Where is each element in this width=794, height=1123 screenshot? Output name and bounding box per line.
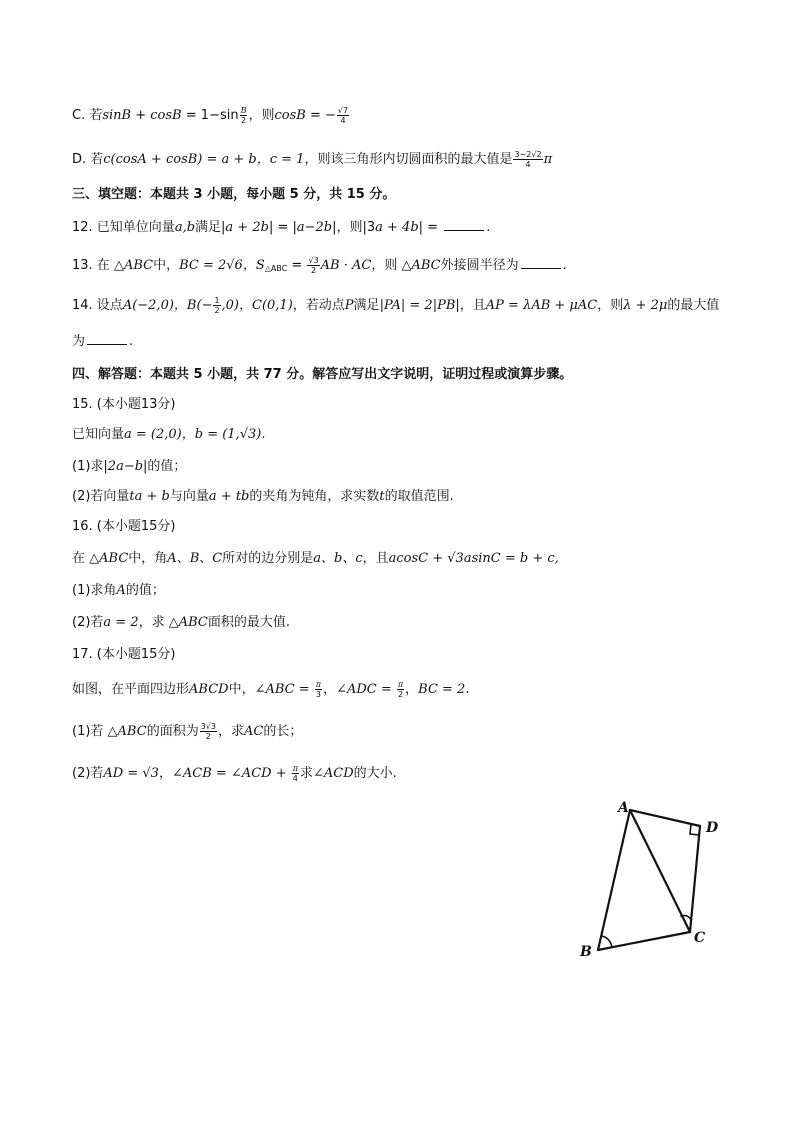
- q14-vector-eq: AP = λAB + μAC: [485, 298, 598, 313]
- q13-abc2: ABC: [411, 258, 441, 273]
- q17-end: .: [465, 682, 470, 697]
- frac-num: B: [240, 106, 247, 115]
- q13-frac: [307, 256, 319, 275]
- q15-given-expr: a = (2,0)，b = (1,√3).: [124, 427, 266, 442]
- q12-expr3: a + 4b: [375, 220, 419, 235]
- q15-given-text: 已知向量: [72, 427, 125, 442]
- q15-2-text-b: 与向量: [169, 489, 209, 504]
- label-d: D: [706, 820, 719, 836]
- q14-text-d: ，且: [459, 298, 486, 313]
- q17-1-text-d: 的长；: [263, 724, 303, 739]
- q13-eq: =: [287, 258, 307, 273]
- q13-s-sub: △ABC: [264, 264, 288, 273]
- q16-angle-c: C: [212, 551, 223, 566]
- q16-2-abc: ABC: [178, 615, 208, 630]
- q16-part-2: [72, 614, 290, 632]
- q13-end: .: [562, 258, 567, 273]
- question-14: [72, 296, 719, 315]
- q17-1-ac: AC: [244, 724, 264, 739]
- q16-given: [72, 550, 559, 568]
- q14-text-a: 14. 设点: [72, 298, 123, 313]
- frac-num: π: [315, 680, 322, 689]
- q16-angle-b: B: [189, 551, 200, 566]
- q17-2-eq: ∠ACB = ∠ACD +: [171, 766, 291, 781]
- q12-text-c: | = |: [268, 220, 297, 235]
- q14-frac: [213, 296, 220, 315]
- option-d-mid: ，则该三角形内切圆面积的最大值是: [304, 152, 513, 167]
- q16-text-b: 中，角: [128, 551, 168, 566]
- q17-1-abc: ABC: [117, 724, 147, 739]
- q14-text-c: 满足: [353, 298, 380, 313]
- q17-text-a: 如图，在平面四边形: [72, 682, 190, 697]
- q14-answer-blank[interactable]: [87, 332, 127, 345]
- label-b: B: [580, 944, 592, 960]
- q17-2-sep: ，: [158, 766, 172, 781]
- option-c-plus: +: [131, 108, 151, 123]
- option-c-cosb: cosB: [150, 108, 182, 123]
- q17-1-text-c: ，求: [217, 724, 244, 739]
- q17-2-text-a: (2)若: [72, 766, 104, 781]
- q15-part-1: [72, 458, 186, 476]
- q15-given: [72, 426, 265, 444]
- frac-den: 4: [292, 774, 298, 783]
- frac-num: 3√3: [200, 722, 216, 731]
- segment-ac: [630, 810, 690, 932]
- frac-num: √7: [337, 106, 349, 115]
- q17-sep2: ，: [405, 682, 419, 697]
- angle-arc-b: [602, 936, 612, 947]
- q16-2-text-b: ，求 △: [138, 615, 179, 630]
- q17-2-text-d: 的大小.: [353, 766, 397, 781]
- frac-den: 2: [205, 732, 211, 741]
- q14-points-a: A(−2,0)，B(−: [122, 298, 213, 313]
- frac-den: 4: [525, 160, 531, 169]
- q14-condition: |PA| = 2|PB|: [379, 298, 460, 313]
- option-c-eq2: = −: [305, 108, 336, 123]
- q13-text-d: 外接圆半径为: [440, 258, 519, 273]
- q15-2-expr1: ta + b: [129, 489, 170, 504]
- label-c: C: [694, 930, 706, 946]
- q15-title: 15. (本小题13分): [72, 397, 176, 412]
- q15-2-text-d: 的取值范围.: [384, 489, 454, 504]
- option-c-frac: [240, 106, 248, 125]
- question-12: [72, 218, 490, 237]
- q12-text-b: 满足|: [195, 220, 226, 235]
- quadrilateral-figure: [570, 790, 730, 970]
- frac-num: √3: [308, 256, 319, 265]
- q16-equation: acosC + √3asinC = b + c,: [388, 551, 559, 566]
- q16-text-a: 在 △: [72, 551, 100, 566]
- q17-angle1: ∠ABC =: [254, 682, 314, 697]
- q16-sides: a、b、c: [313, 551, 363, 566]
- q17-bc: BC = 2: [418, 682, 466, 697]
- q17-sep1: ，: [323, 682, 337, 697]
- option-c-frac2: [337, 106, 349, 125]
- q12-text-e: | =: [418, 220, 443, 235]
- frac-den: 2: [311, 266, 317, 275]
- q14-text-e: ，则: [597, 298, 624, 313]
- q17-given: [72, 680, 469, 699]
- q16-1-text-b: 的值；: [125, 583, 165, 598]
- q16-part-1: [72, 582, 165, 600]
- q12-text-d: |，则|3: [332, 220, 376, 235]
- section-4-heading: 四、解答题：本题共 5 小题，共 77 分。解答应写出文字说明，证明过程或演算步骤。: [72, 367, 573, 382]
- q13-text-c: ，则 △: [371, 258, 412, 273]
- frac-den: 3: [315, 690, 321, 699]
- q12-vectors: a,b: [174, 220, 196, 235]
- q15-2-text-a: (2)若向量: [72, 489, 130, 504]
- option-d-frac: [513, 150, 542, 169]
- option-c-mid: ，则: [248, 108, 275, 123]
- q17-part-1: [72, 722, 302, 741]
- q13-answer-blank[interactable]: [521, 256, 561, 269]
- q13-vectors: AB · AC: [320, 258, 372, 273]
- q17-2-text-c: 求: [299, 766, 313, 781]
- q15-1-expr: 2a−b: [107, 459, 144, 474]
- frac-den: 2: [397, 690, 404, 699]
- option-d-pi: π: [543, 152, 553, 167]
- q12-text-a: 12. 已知单位向量: [72, 220, 175, 235]
- q13-text-b: 中，: [153, 258, 180, 273]
- q15-2-expr2: a + tb: [208, 489, 250, 504]
- q17-2-acd: ∠ACD: [313, 766, 354, 781]
- q16-text-e: 所对的边分别是: [222, 551, 314, 566]
- q17-angle2: ∠ADC =: [336, 682, 396, 697]
- option-c-cosb2: cosB: [274, 108, 306, 123]
- label-a: A: [618, 800, 629, 816]
- q17-2-ad: AD = √3: [103, 766, 159, 781]
- option-c: [72, 106, 350, 125]
- question-13: [72, 256, 567, 278]
- q16-angle-a: A: [167, 551, 177, 566]
- q13-abc: ABC: [123, 258, 154, 273]
- q16-sep2: 、: [199, 551, 213, 566]
- frac-num: π: [397, 680, 404, 689]
- q16-text-f: ，且: [362, 551, 389, 566]
- q14-text-f: 的最大值: [667, 298, 720, 313]
- option-c-prefix: C. 若: [72, 108, 103, 123]
- q14-points-b: ,0)，C(0,1): [221, 298, 293, 313]
- q15-1-text-b: |的值；: [143, 459, 187, 474]
- q17-2-frac: [292, 764, 299, 783]
- q17-frac1: [315, 680, 322, 699]
- q17-frac2: [397, 680, 404, 699]
- frac-num: 1: [214, 296, 220, 305]
- frac-num: π: [292, 764, 298, 773]
- q12-end: .: [486, 220, 491, 235]
- segment-ba: [598, 810, 630, 950]
- q14-goal: λ + 2μ: [623, 298, 668, 313]
- q14-text-b: ，若动点: [292, 298, 345, 313]
- question-14-cont: [72, 332, 133, 351]
- q16-sep1: 、: [176, 551, 190, 566]
- q17-text-b: 中，: [228, 682, 255, 697]
- option-d-prefix: D. 若: [72, 152, 104, 167]
- q12-expr2: a−2b: [296, 220, 333, 235]
- q16-abc: ABC: [99, 551, 129, 566]
- q17-title: 17. (本小题15分): [72, 647, 176, 662]
- q15-2-text-c: 的夹角为钝角，求实数: [249, 489, 380, 504]
- q16-title: 16. (本小题15分): [72, 519, 176, 534]
- q14-text-wei: 为: [72, 334, 86, 349]
- option-d: [72, 150, 552, 169]
- option-c-sinb: sinB: [102, 108, 132, 123]
- q16-1-angle: A: [116, 583, 126, 598]
- q15-part-2: [72, 488, 454, 506]
- q17-1-text-b: 的面积为: [146, 724, 199, 739]
- q15-1-text-a: (1)求|: [72, 459, 108, 474]
- q17-1-text-a: (1)若 △: [72, 724, 118, 739]
- q14-point-p: P: [344, 298, 354, 313]
- segment-dc: [690, 826, 700, 932]
- q17-abcd: ABCD: [189, 682, 229, 697]
- q14-end: .: [129, 334, 134, 349]
- frac-den: 4: [340, 116, 346, 125]
- q17-part-2: [72, 764, 397, 783]
- q13-s: S: [255, 258, 265, 273]
- q13-bc: BC = 2√6，: [179, 258, 256, 273]
- segment-ad: [630, 810, 700, 826]
- q16-2-text-c: 面积的最大值.: [207, 615, 291, 630]
- q12-answer-blank[interactable]: [444, 218, 484, 231]
- q15-2-t: t: [379, 489, 385, 504]
- q16-1-text-a: (1)求角: [72, 583, 117, 598]
- option-d-expr: c(cosA + cosB) = a + b，c = 1: [103, 152, 305, 167]
- frac-den: 2: [240, 116, 247, 125]
- q16-2-eq: a = 2: [103, 615, 139, 630]
- q17-1-frac: [200, 722, 217, 741]
- frac-den: 2: [214, 306, 220, 315]
- frac-num: 3−2√2: [514, 150, 542, 159]
- section-3-heading: 三、填空题：本题共 3 小题，每小题 5 分，共 15 分。: [72, 187, 396, 202]
- q16-2-text-a: (2)若: [72, 615, 104, 630]
- option-c-eq: = 1−sin: [181, 108, 239, 123]
- q12-expr1: a + 2b: [225, 220, 269, 235]
- q13-text-a: 13. 在 △: [72, 258, 124, 273]
